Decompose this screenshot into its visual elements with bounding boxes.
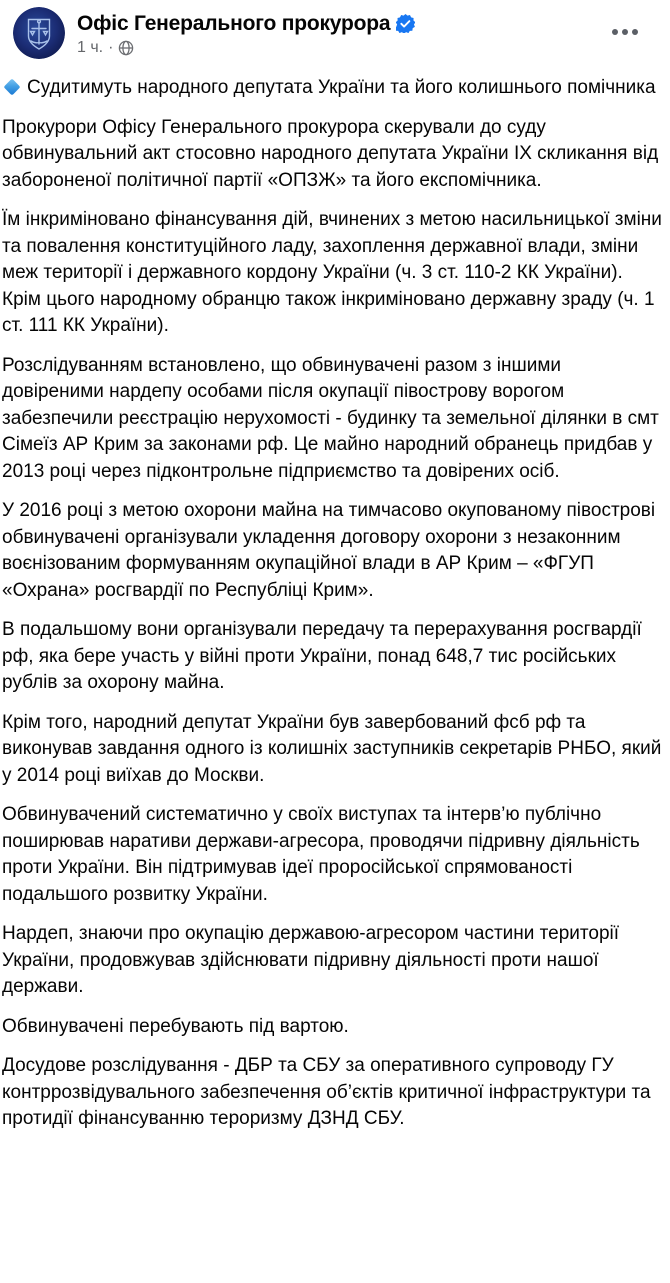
blue-diamond-icon <box>4 79 21 96</box>
audience-globe-icon <box>118 40 134 56</box>
ellipsis-icon <box>612 29 618 35</box>
meta-separator: · <box>108 39 114 56</box>
verified-badge-icon <box>396 14 415 33</box>
ellipsis-icon <box>632 29 638 35</box>
more-options-button[interactable] <box>606 19 644 45</box>
post-paragraph: Обвинувачені перебувають під вартою. <box>2 1015 349 1037</box>
post-paragraph: В подальшому вони організували передачу та перерахування росгвардії рф, яка бере участь у війні проти України, понад 648,7 тис російських рублів за охорону майна. <box>2 619 642 693</box>
ellipsis-icon <box>622 29 628 35</box>
post-paragraph-title <box>2 75 666 102</box>
post-paragraph: Крім того, народний депутат України був завербований фсб рф та виконував завдання одного із колишніх заступників секретарів РНБО, який у 2014 році виїхав до Москви. <box>2 711 662 786</box>
post-paragraph: У 2016 році з метою охорони майна на тимчасово окупованому півострові обвинувачені організували укладення договору охорони з незаконним воєнізованим формуванням окупаційної влади в АР Крим – «ФГУП «Охрана» росгвардії по Республіці Крим». <box>2 500 656 601</box>
post-timestamp[interactable]: 1 ч. <box>77 39 104 56</box>
post-paragraph: Досудове розслідування - ДБР та СБУ за оперативного супроводу ГУ контррозвідувального забезпечення об’єктів критичної інфраструктури та протидії фінансуванню тероризму ДЗНД СБУ. <box>2 1055 651 1129</box>
header-text-block <box>77 7 415 57</box>
page-name[interactable]: Офіс Генерального прокурора <box>77 12 391 35</box>
post-paragraph: Прокурори Офісу Генерального прокурора скерували до суду обвинувальний акт стосовно народного депутата України ІХ скликання від забороненої політичної партії «ОПЗЖ» та його експомічника. <box>2 116 659 191</box>
post-content <box>0 59 670 1143</box>
post-paragraph: Обвинувачений систематично у своїх виступах та інтерв’ю публічно поширював наративи держави-агресора, проводячи підривну діяльність проти України. Він підтримував ідеї проросійської спрямованості подальшого розвитку України. <box>2 804 640 905</box>
post-title-text: Судитимуть народного депутата України та його колишнього помічника <box>27 77 656 98</box>
page-avatar[interactable] <box>13 7 65 59</box>
post-paragraph: Нардеп, знаючи про окупацію державою-агресором частини території України, продовжував здійснювати підривну діяльності проти нашої держави. <box>2 923 620 997</box>
post-paragraph: Розслідуванням встановлено, що обвинувачені разом з іншими довіреними нардепу особами після окупації півострову ворогом забезпечили реєстрацію нерухомості - будинку та земельної ділянки в смт Сімеїз АР Крим за законами рф. Це майно народний обранець придбав у 2013 році через підконтрольне підприємство та довірених осіб. <box>2 354 659 482</box>
post-header <box>0 0 670 59</box>
post-meta <box>77 39 415 57</box>
post-paragraph: Їм інкриміновано фінансування дій, вчинених з метою насильницької зміни та повалення конституційного ладу, захоплення державної влади, зміни меж території і державного кордону України (ч. 3 ст. 110-2 КК України). Крім цього народному обранцю також інкриміновано державну зраду (ч. 1 ст. 111 КК України). <box>2 209 662 336</box>
